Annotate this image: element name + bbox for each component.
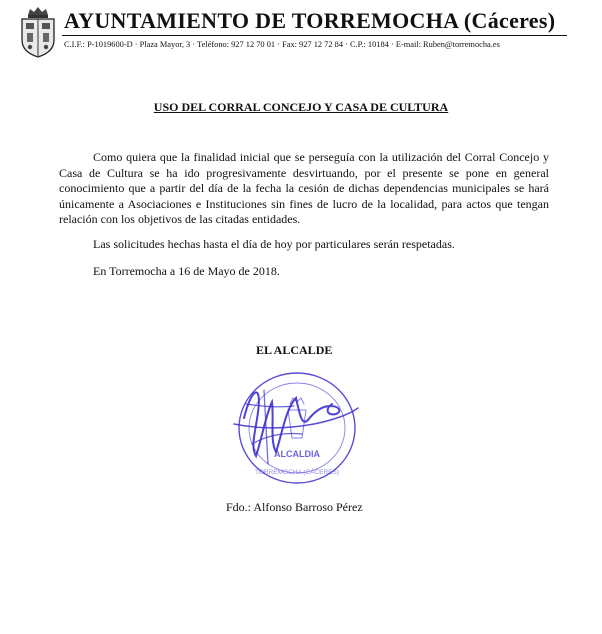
paragraph-requests: Las solicitudes hechas hasta el día de hoy por particulares serán respetadas. [93,236,455,251]
seal-text-bottom: ALCALDIA [274,449,320,459]
mayor-seal-and-signature [230,360,365,490]
coat-of-arms-icon [18,6,58,58]
document-title: USO DEL CORRAL CONCEJO Y CASA DE CULTURA [153,100,449,114]
document-body [59,150,549,280]
organization-name: AYUNTAMIENTO DE TORREMOCHA (Cáceres) [64,8,556,33]
seal-text-ring: TORREMOCHA (CÁCERES) [254,469,340,476]
signer-name: Fdo.: Alfonso Barroso Pérez [226,500,363,514]
paragraph-notice: Como quiera que la finalidad inicial que se perseguía con la utilización del Corral Concejo y Casa de Cultura se ha ido progresivamente desvirtuando, por el presente se pone en general conocimiento que a partir del día de la fecha la cesión de dichas dependencias municipales se hará únicamente a Asociaciones e Instituciones sin fines de lucro de la localidad, para actos que tengan relación con los objetivos de las citadas entidades. [59,150,549,226]
signer-title: EL ALCALDE [256,343,333,357]
paragraph-date: En Torremocha a 16 de Mayo de 2018. [93,264,280,278]
header-divider [62,35,567,36]
contact-line: C.I.F.: P-1019600-D · Plaza Mayor, 3 · Teléfono: 927 12 70 01 · Fax: 927 12 72 84 · C.P.: 10184 · E-mail: Ruben@torremocha.es [64,40,500,49]
